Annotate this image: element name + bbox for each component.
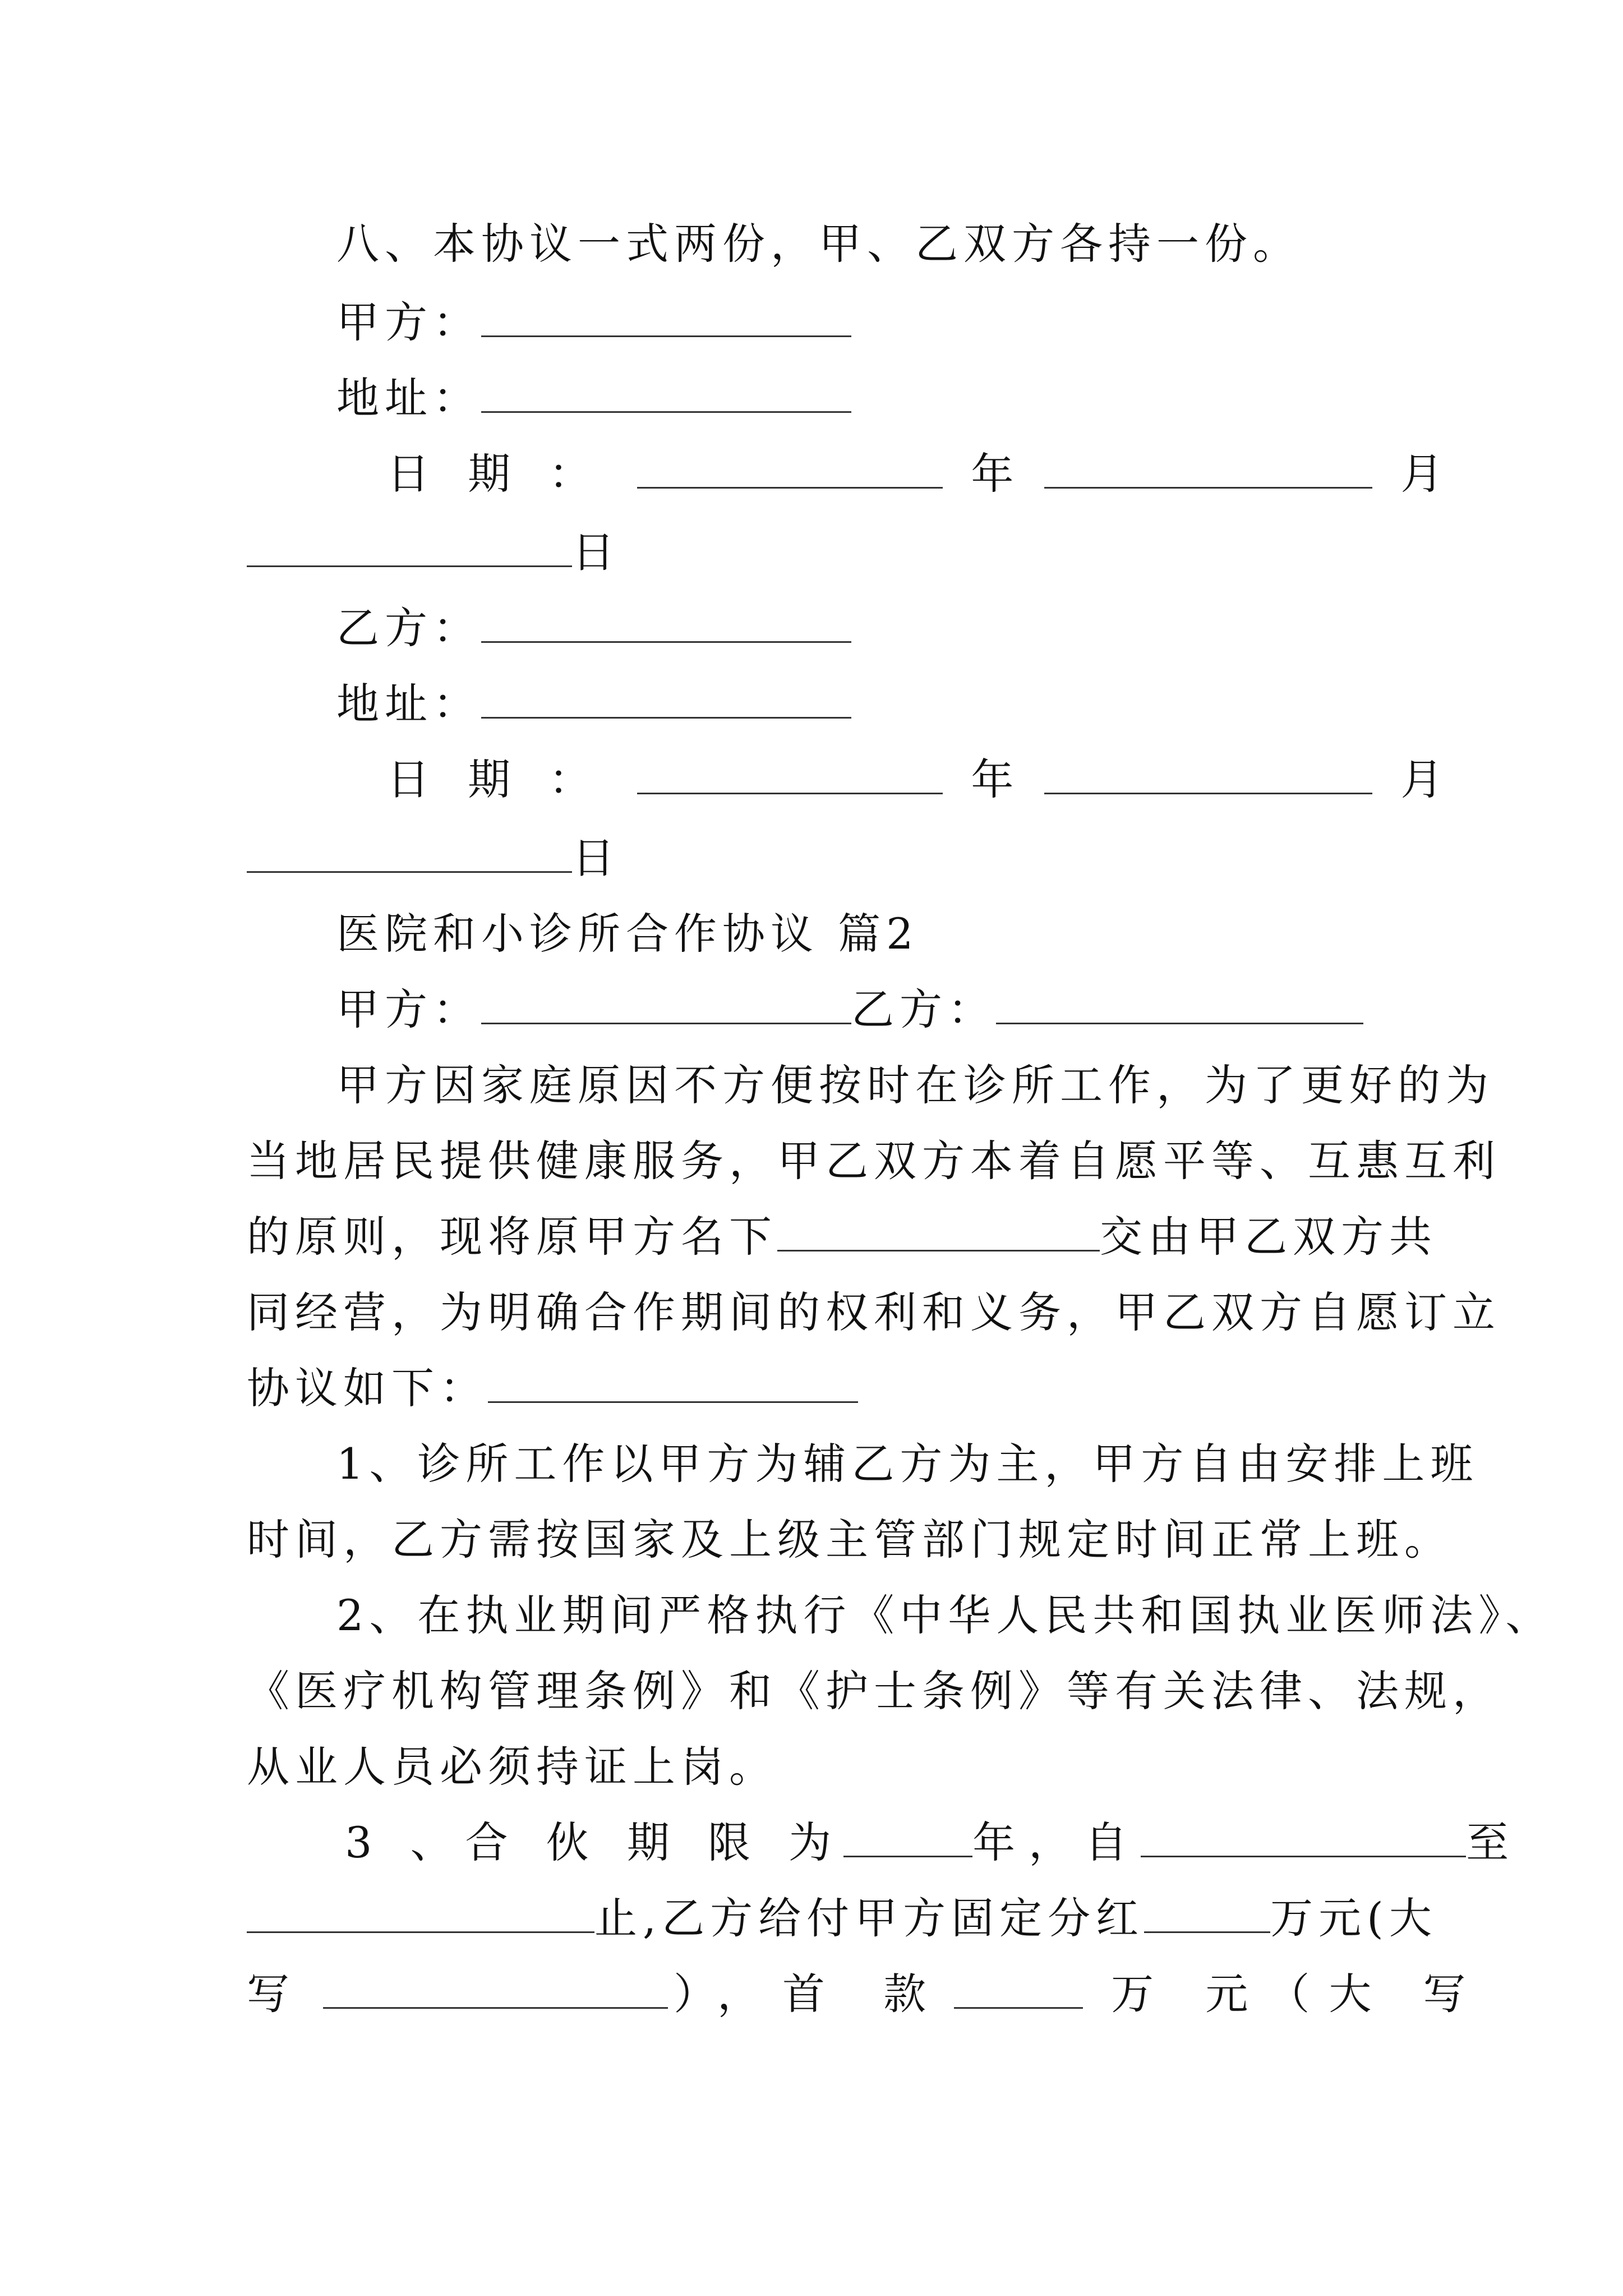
date-label-b: 日 期 ： bbox=[387, 754, 604, 804]
party-b-address-line bbox=[336, 676, 851, 732]
address-label-b: 地址： bbox=[336, 679, 481, 729]
section-title-text: 医院和小诊所合作协议 篇2 bbox=[336, 909, 919, 959]
clause-3-text: 止,乙方给付甲方固定分红 bbox=[594, 1893, 1145, 1943]
clause-1-line bbox=[336, 1436, 1478, 1492]
party-a-day-blank[interactable] bbox=[247, 526, 572, 567]
clause-3-text: ），首 款 bbox=[674, 1969, 949, 2019]
party-b-day-blank[interactable] bbox=[247, 832, 572, 873]
party-a-short-blank[interactable] bbox=[481, 983, 851, 1024]
paragraph-text: 交由甲乙双方共 bbox=[1100, 1212, 1437, 1262]
paragraph-line bbox=[336, 1057, 1494, 1114]
term-end-blank[interactable] bbox=[247, 1892, 594, 1933]
clause-3-text: 万元(大 bbox=[1270, 1893, 1437, 1943]
year-label-b: 年 bbox=[971, 754, 1020, 804]
clause-3-line bbox=[247, 1966, 1485, 2022]
date-label: 日 期 ： bbox=[387, 449, 604, 499]
term-start-blank[interactable] bbox=[1141, 1816, 1466, 1857]
clause-2-text: 从业人员必须持证上岗。 bbox=[247, 1742, 777, 1792]
clause-3-line bbox=[247, 1890, 1437, 1947]
party-b-year-blank[interactable] bbox=[637, 753, 943, 794]
paragraph-line bbox=[247, 1360, 858, 1416]
party-a-address-blank[interactable] bbox=[481, 372, 851, 413]
party-a-blank[interactable] bbox=[481, 296, 851, 337]
clause-3-text: 3 、合 伙 期 限 为 bbox=[345, 1818, 844, 1867]
party-a-day-line bbox=[247, 524, 620, 581]
party-a-year-blank[interactable] bbox=[637, 448, 943, 489]
party-a-month-blank[interactable] bbox=[1044, 448, 1372, 489]
day-label-b: 日 bbox=[572, 833, 620, 883]
paragraph-line bbox=[247, 1133, 1501, 1189]
clause-3-text: 万 元（大 写 bbox=[1111, 1969, 1485, 2019]
clause-2-line bbox=[247, 1663, 1501, 1719]
party-a-address-line bbox=[336, 370, 851, 426]
party-b-short-blank[interactable] bbox=[996, 983, 1363, 1024]
year-label: 年 bbox=[971, 449, 1020, 499]
party-a-label: 甲方： bbox=[336, 297, 481, 347]
paragraph-text: 协议如下： bbox=[247, 1363, 488, 1413]
paragraph-text: 甲方因家庭原因不方便按时在诊所工作，为了更好的为 bbox=[336, 1060, 1494, 1110]
clause-2-text: 2、在执业期间严格执行《中华人民共和国执业医师法》、 bbox=[336, 1590, 1554, 1640]
party-b-address-blank[interactable] bbox=[481, 678, 851, 719]
clause-1-text: 1、诊所工作以甲方为辅乙方为主，甲方自由安排上班 bbox=[336, 1439, 1479, 1489]
parties-line bbox=[336, 982, 1363, 1038]
clause-3-text: 年，自 bbox=[972, 1818, 1141, 1867]
paragraph-text: 的原则，现将原甲方名下 bbox=[247, 1212, 777, 1262]
dividend-amount-blank[interactable] bbox=[1144, 1892, 1270, 1933]
paragraph-text: 同经营，为明确合作期间的权利和义务，甲乙双方自愿订立 bbox=[247, 1287, 1501, 1337]
party-b-signature-line bbox=[336, 600, 851, 656]
clause-8-line bbox=[336, 216, 1301, 272]
dividend-capital-blank[interactable] bbox=[323, 1968, 668, 2009]
paragraph-line bbox=[247, 1285, 1501, 1341]
clause-3-text: 写 bbox=[247, 1969, 295, 2019]
clause-1-line bbox=[247, 1512, 1453, 1568]
address-label: 地址： bbox=[336, 373, 481, 423]
party-b-month-blank[interactable] bbox=[1044, 753, 1372, 794]
paragraph-line bbox=[247, 1209, 1437, 1265]
clause-3-line bbox=[345, 1815, 1514, 1871]
party-b-blank[interactable] bbox=[481, 602, 851, 643]
paragraph-text: 当地居民提供健康服务，甲乙双方本着自愿平等、互惠互利 bbox=[247, 1136, 1501, 1186]
party-b-date-line bbox=[387, 752, 1449, 808]
agreement-blank[interactable] bbox=[488, 1362, 858, 1403]
day-label: 日 bbox=[572, 527, 620, 577]
term-years-blank[interactable] bbox=[843, 1816, 972, 1857]
month-label: 月 bbox=[1400, 449, 1449, 499]
party-b-short-label: 乙方： bbox=[851, 984, 996, 1034]
clause-8-text: 八、本协议一式两份，甲、乙双方各持一份。 bbox=[336, 219, 1301, 269]
month-label-b: 月 bbox=[1400, 754, 1449, 804]
section-title bbox=[336, 906, 919, 962]
first-payment-blank[interactable] bbox=[954, 1968, 1083, 2009]
clause-1-text: 时间，乙方需按国家及上级主管部门规定时间正常上班。 bbox=[247, 1515, 1453, 1565]
party-a-short-label: 甲方： bbox=[336, 984, 481, 1034]
clause-2-line bbox=[247, 1739, 777, 1795]
clause-2-line bbox=[336, 1588, 1553, 1644]
party-a-signature-line bbox=[336, 295, 851, 351]
clinic-name-blank[interactable] bbox=[777, 1211, 1100, 1251]
party-b-day-line bbox=[247, 830, 620, 886]
clause-2-text: 《医疗机构管理条例》和《护士条例》等有关法律、法规， bbox=[247, 1666, 1501, 1716]
clause-3-text: 至 bbox=[1466, 1818, 1515, 1867]
party-b-label: 乙方： bbox=[336, 603, 481, 653]
party-a-date-line bbox=[387, 446, 1449, 502]
